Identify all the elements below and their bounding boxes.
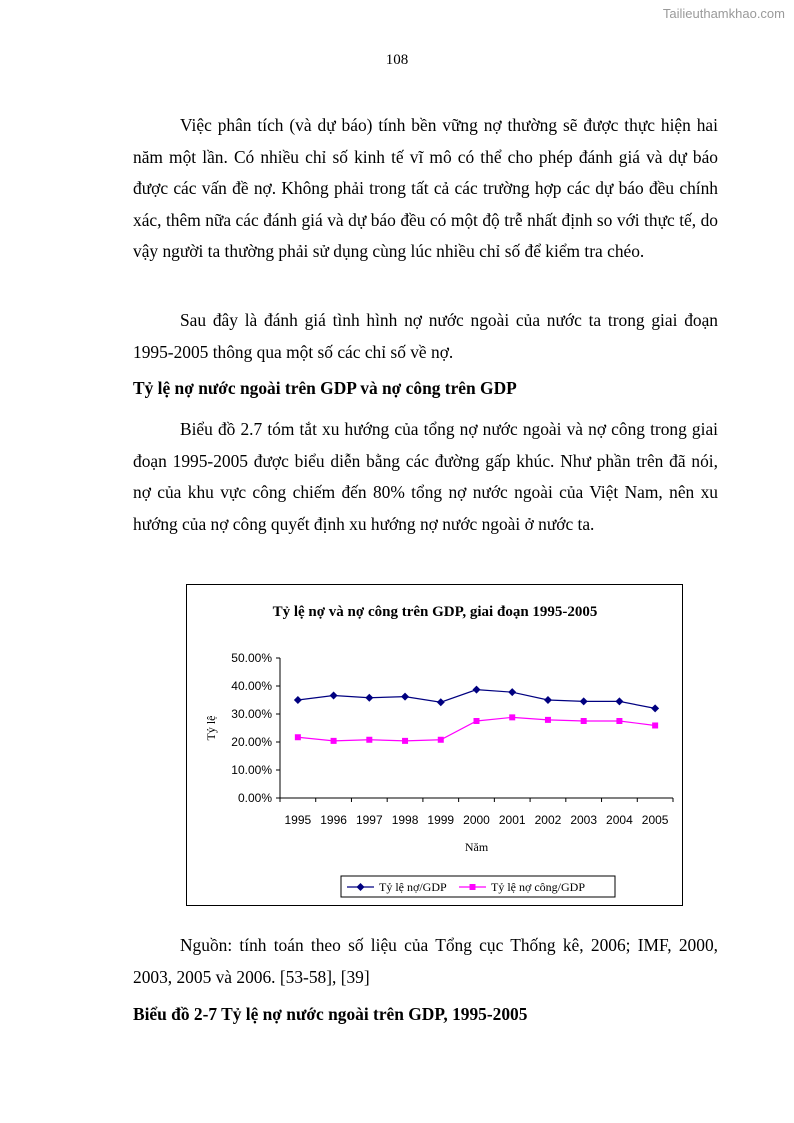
data-point-debt — [508, 688, 516, 696]
data-point-public-debt — [616, 718, 622, 724]
x-tick-label: 2002 — [534, 813, 562, 827]
chart-title: Tỷ lệ nợ và nợ công trên GDP, giai đoạn 1995-2005 — [272, 604, 598, 620]
data-point-public-debt — [331, 738, 337, 744]
x-tick-label: 2003 — [570, 813, 598, 827]
legend-label-debt: Tỷ lệ nợ/GDP — [379, 880, 447, 894]
x-tick-label: 1995 — [284, 813, 312, 827]
data-point-public-debt — [295, 734, 301, 740]
x-axis-label: Năm — [464, 840, 489, 854]
paragraph-chart-description: Biểu đồ 2.7 tóm tắt xu hướng của tổng nợ nước ngoài và nợ công trong giai đoạn 1995-2005 được biểu diễn bằng các đường gấp khúc. Như phần trên đã nói, nợ của khu vực công chiếm đến 80% tổng nợ nước ngoài của Việt Nam, nên xu hướng của nợ công quyết định xu hướng nợ nước ngoài ở nước ta. — [133, 419, 718, 534]
data-point-public-debt — [438, 737, 444, 743]
y-tick-label: 30.00% — [231, 707, 272, 721]
data-point-public-debt — [581, 718, 587, 724]
y-tick-label: 20.00% — [231, 735, 272, 749]
x-tick-label: 2004 — [606, 813, 633, 827]
paragraph-intro: Việc phân tích (và dự báo) tính bền vững nợ thường sẽ được thực hiện hai năm một lần. Có nhiều chỉ số kinh tế vĩ mô có thể cho phép đánh giá và dự báo được các vấn đề nợ. Không phải trong tất cả các trường hợp các dự báo đều chính xác, thêm nữa các đánh giá và dự báo đều có một độ trễ nhất định so với thực tế, do vậy người ta thường phải sử dụng cùng lúc nhiều chỉ số để kiểm tra chéo. — [133, 115, 718, 261]
data-point-debt — [401, 693, 409, 701]
x-tick-label: 2001 — [498, 813, 526, 827]
data-point-public-debt — [652, 722, 658, 728]
x-tick-label: 2005 — [641, 813, 669, 827]
y-tick-label: 50.00% — [231, 651, 272, 665]
section-heading: Tỷ lệ nợ nước ngoài trên GDP và nợ công trên GDP — [133, 378, 517, 398]
x-tick-label: 1998 — [391, 813, 419, 827]
paragraph-source: Nguồn: tính toán theo số liệu của Tổng cục Thống kê, 2006; IMF, 2000, 2003, 2005 và 2006. [53-58], [39] — [133, 935, 718, 987]
watermark: Tailieuthamkhao.com — [662, 6, 785, 21]
data-point-public-debt — [545, 717, 551, 723]
data-point-debt — [294, 696, 302, 704]
data-point-debt — [580, 697, 588, 705]
figure-caption: Biểu đồ 2-7 Tỷ lệ nợ nước ngoài trên GDP, 1995-2005 — [133, 1004, 528, 1024]
data-point-public-debt — [366, 737, 372, 743]
y-axis-label: Tỷ lệ — [204, 715, 218, 741]
x-tick-label: 1996 — [320, 813, 347, 827]
x-tick-label: 1999 — [427, 813, 455, 827]
data-point-public-debt — [402, 738, 408, 744]
paragraph-overview: Sau đây là đánh giá tình hình nợ nước ngoài của nước ta trong giai đoạn 1995-2005 thông qua một số các chỉ số về nợ. — [133, 310, 718, 362]
y-tick-label: 0.00% — [237, 791, 272, 805]
data-point-public-debt — [474, 718, 480, 724]
x-tick-label: 2000 — [463, 813, 490, 827]
data-point-debt — [437, 698, 445, 706]
legend-label-public-debt: Tỷ lệ nợ công/GDP — [491, 880, 586, 894]
data-point-debt — [330, 692, 338, 700]
data-point-debt — [365, 694, 373, 702]
y-tick-label: 40.00% — [231, 679, 272, 693]
chart-frame — [186, 584, 683, 906]
page-number: 108 — [385, 52, 409, 68]
data-point-debt — [473, 686, 481, 694]
line-chart — [187, 585, 684, 907]
legend-marker-public-debt — [470, 884, 476, 890]
x-tick-label: 1997 — [355, 813, 383, 827]
data-point-debt — [544, 696, 552, 704]
data-point-public-debt — [509, 714, 515, 720]
data-point-debt — [615, 697, 623, 705]
y-tick-label: 10.00% — [231, 763, 272, 777]
data-point-debt — [651, 704, 659, 712]
legend — [341, 876, 615, 897]
